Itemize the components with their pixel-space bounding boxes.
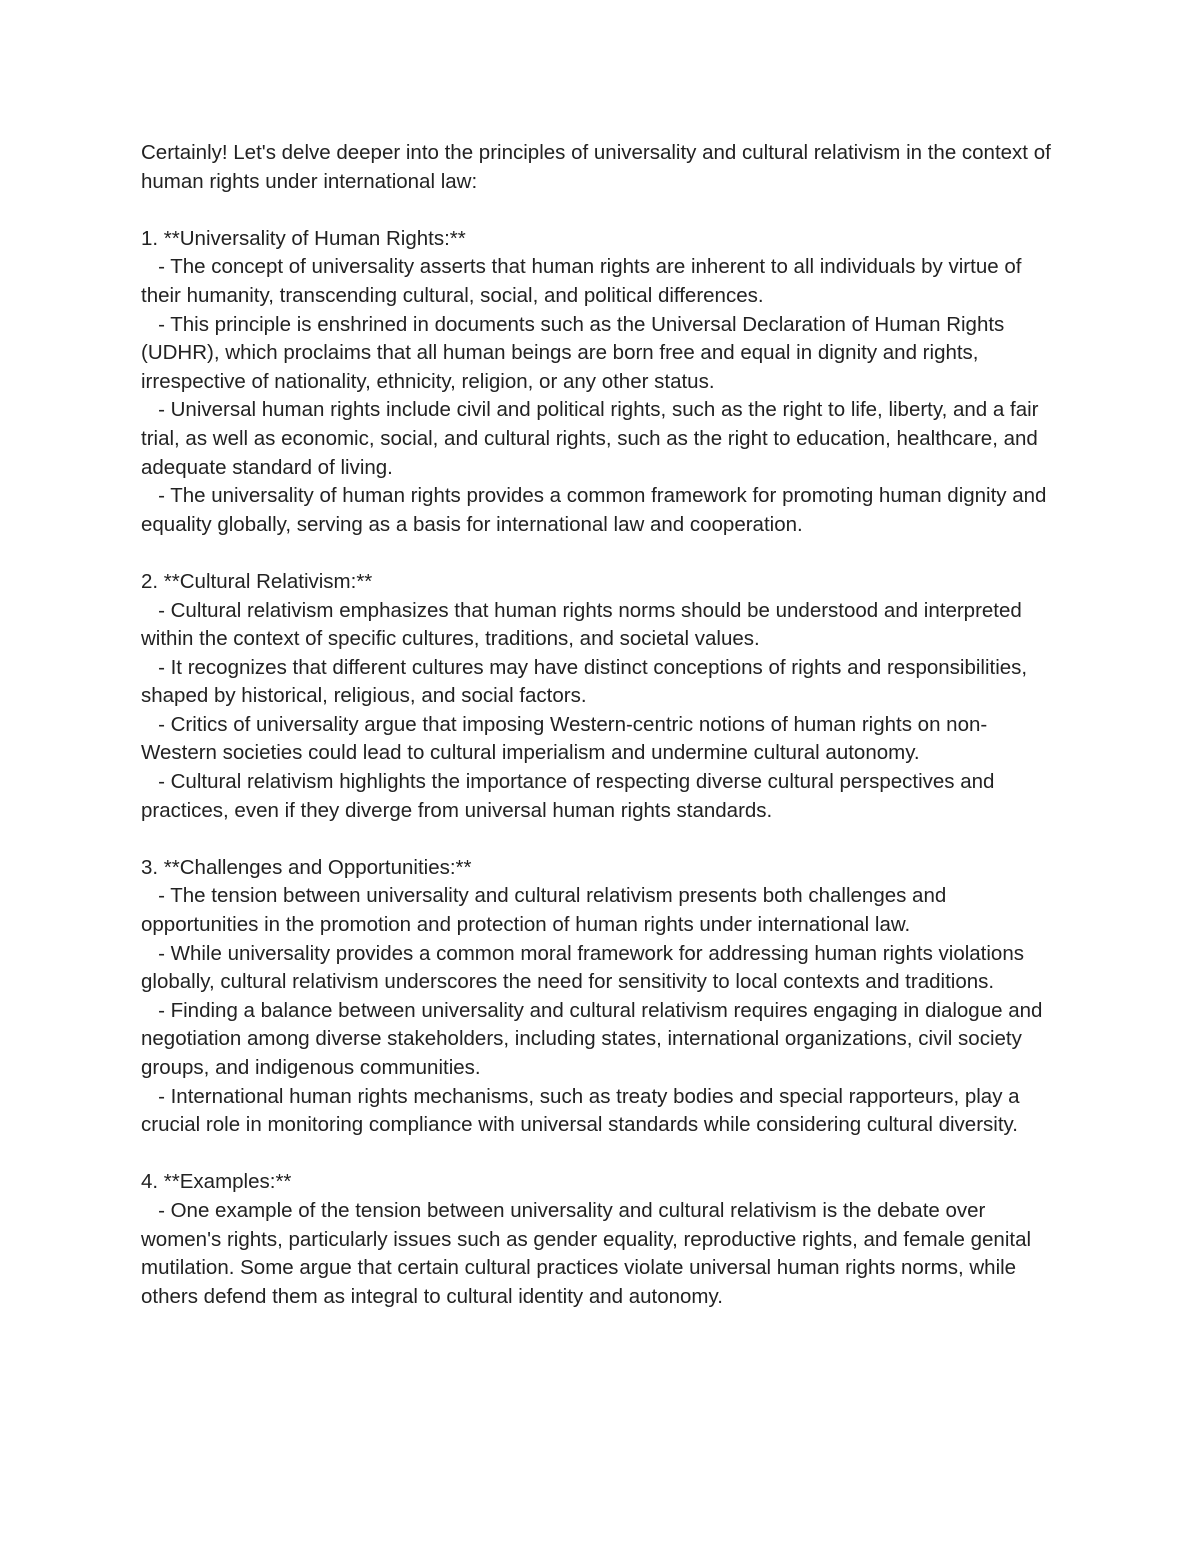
section-heading-cultural-relativism: 2. **Cultural Relativism:** bbox=[141, 569, 373, 593]
bullet-item: - Critics of universality argue that imposing Western-centric notions of human rights on non-Western societies could lead to cultural imperialism and undermine cultural autonomy. bbox=[141, 712, 988, 765]
paragraph-gap bbox=[141, 1140, 1061, 1169]
bullet-item: - One example of the tension between universality and cultural relativism is the debate over women's rights, particularly issues such as gender equality, reproductive rights, and female genital mutilation. Some argue that certain cultural practices violate universal human rights norms, while others defend them as integral to cultural identity and autonomy. bbox=[141, 1198, 1032, 1308]
bullet-item: - The tension between universality and cultural relativism presents both challenges and opportunities in the promotion and protection of human rights under international law. bbox=[141, 884, 947, 937]
bullet-item: - Universal human rights include civil and political rights, such as the right to life, liberty, and a fair trial, as well as economic, social, and cultural rights, such as the right to education, healthcare, and adequate standard of living. bbox=[141, 398, 1039, 479]
bullet-item: - This principle is enshrined in documents such as the Universal Declaration of Human Rights (UDHR), which proclaims that all human beings are born free and equal in dignity and rights, irrespective of nationality, ethnicity, religion, or any other status. bbox=[141, 312, 1005, 393]
bullet-item: - While universality provides a common moral framework for addressing human rights violations globally, cultural relativism underscores the need for sensitivity to local contexts and traditions. bbox=[141, 941, 1024, 994]
intro-paragraph: Certainly! Let's delve deeper into the principles of universality and cultural relativism in the context of human rights under international law: bbox=[141, 141, 1051, 193]
paragraph-gap bbox=[141, 825, 1061, 854]
section-heading-universality: 1. **Universality of Human Rights:** bbox=[141, 226, 466, 250]
paragraph-gap bbox=[141, 196, 1061, 225]
section-heading-challenges: 3. **Challenges and Opportunities:** bbox=[141, 855, 472, 879]
bullet-item: - International human rights mechanisms, such as treaty bodies and special rapporteurs, play a crucial role in monitoring compliance with universal standards while considering cultural diversity. bbox=[141, 1084, 1020, 1137]
bullet-item: - Cultural relativism highlights the importance of respecting diverse cultural perspectives and practices, even if they diverge from universal human rights standards. bbox=[141, 770, 995, 822]
bullet-item: - It recognizes that different cultures may have distinct conceptions of rights and responsibilities, shaped by historical, religious, and social factors. bbox=[141, 655, 1028, 708]
paragraph-gap bbox=[141, 539, 1061, 568]
bullet-item: - Finding a balance between universality and cultural relativism requires engaging in dialogue and negotiation among diverse stakeholders, including states, international organizations, civil society groups, and indigenous communities. bbox=[141, 998, 1043, 1079]
bullet-item: - Cultural relativism emphasizes that human rights norms should be understood and interpreted within the context of specific cultures, traditions, and societal values. bbox=[141, 598, 1022, 651]
section-heading-examples: 4. **Examples:** bbox=[141, 1170, 292, 1194]
document-body bbox=[141, 139, 1061, 1311]
bullet-item: - The concept of universality asserts that human rights are inherent to all individuals by virtue of their humanity, transcending cultural, social, and political differences. bbox=[141, 255, 1022, 307]
bullet-item: - The universality of human rights provides a common framework for promoting human dignity and equality globally, serving as a basis for international law and cooperation. bbox=[141, 484, 1047, 536]
